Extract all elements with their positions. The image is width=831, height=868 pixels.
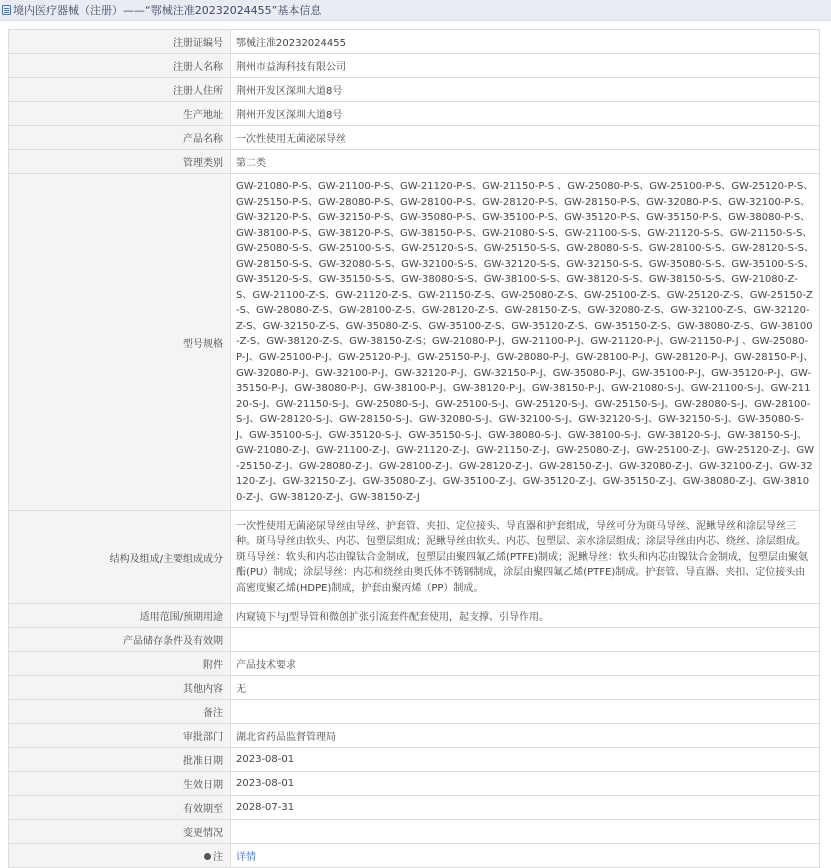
value-reg-no: 鄂械注准20232024455	[231, 30, 820, 54]
value-remark	[231, 700, 820, 724]
label-expiry-date: 有效期至	[9, 796, 231, 820]
value-prod-addr: 荆州开发区深圳大道8号	[231, 102, 820, 126]
detail-table-container	[8, 29, 820, 868]
label-approver: 审批部门	[9, 724, 231, 748]
label-note: 注	[213, 852, 223, 864]
label-category: 管理类别	[9, 150, 231, 174]
value-registrant: 荆州市益海科技有限公司	[231, 54, 820, 78]
row-approver	[9, 724, 820, 748]
label-storage: 产品储存条件及有效期	[9, 628, 231, 652]
details-link[interactable]: 详情	[236, 852, 256, 864]
value-approve-date: 2023-08-01	[231, 748, 820, 772]
row-category	[9, 150, 820, 174]
label-structure: 结构及组成/主要组成成分	[9, 511, 231, 604]
value-effective-date: 2023-08-01	[231, 772, 820, 796]
value-category: 第二类	[231, 150, 820, 174]
row-expiry-date	[9, 796, 820, 820]
row-prod-addr	[9, 102, 820, 126]
value-models: GW-21080-P-S、GW-21100-P-S、GW-21120-P-S、GW-21150-P-S 、GW-25080-P-S、GW-25100-P-S、GW-25120-P-S、GW-25150-P-S、GW-28080-P-S、GW-28100-P-S、GW-28120-P-S、GW-28150-P-S、GW-32080-P-S、GW-32100-P-S、GW-32120-P-S、GW-32150-P-S、GW-35080-P-S、GW-35100-P-S、GW-35120-P-S、GW-35150-P-S、GW-38080-P-S、GW-38100-P-S、GW-38120-P-S、GW-38150-P-S、GW-21080-S-S、GW-21100-S-S、GW-21120-S-S、GW-21150-S-S、GW-25080-S-S、GW-25100-S-S、GW-25120-S-S、GW-25150-S-S、GW-28080-S-S、GW-28100-S-S、GW-28120-S-S、GW-28150-S-S、GW-32080-S-S、GW-32100-S-S、GW-32120-S-S、GW-32150-S-S、GW-35080-S-S、GW-35100-S-S、GW-35120-S-S、GW-35150-S-S、GW-38080-S-S、GW-38100-S-S、GW-38120-S-S、GW-38150-S-S、GW-21080-Z-S、GW-21100-Z-S、GW-21120-Z-S、GW-21150-Z-S、GW-25080-Z-S、GW-25100-Z-S、GW-25120-Z-S、GW-25150-Z-S、GW-28080-Z-S、GW-28100-Z-S、GW-28120-Z-S、GW-28150-Z-S、GW-32080-Z-S、GW-32100-Z-S、GW-32120-Z-S、GW-32150-Z-S、GW-35080-Z-S、GW-35100-Z-S、GW-35120-Z-S、GW-35150-Z-S、GW-38080-Z-S、GW-38100-Z-S、GW-38120-Z-S、GW-38150-Z-S；GW-21080-P-J、GW-21100-P-J、GW-21120-P-J、GW-21150-P-J 、GW-25080-P-J、GW-25100-P-J、GW-25120-P-J、GW-25150-P-J、GW-28080-P-J、GW-28100-P-J、GW-28120-P-J、GW-28150-P-J、GW-32080-P-J、GW-32100-P-J、GW-32120-P-J、GW-32150-P-J、GW-35080-P-J、GW-35100-P-J、GW-35120-P-J、GW-35150-P-J、GW-38080-P-J、GW-38100-P-J、GW-38120-P-J、GW-38150-P-J、GW-21080-S-J、GW-21100-S-J、GW-21120-S-J、GW-21150-S-J、GW-25080-S-J、GW-25100-S-J、GW-25120-S-J、GW-25150-S-J、GW-28080-S-J、GW-28100-S-J、GW-28120-S-J、GW-28150-S-J、GW-32080-S-J、GW-32100-S-J、GW-32120-S-J、GW-32150-S-J、GW-35080-S-J、GW-35100-S-J、GW-35120-S-J、GW-35150-S-J、GW-38080-S-J、GW-38100-S-J、GW-38120-S-J、GW-38150-S-J、GW-21080-Z-J、GW-21100-Z-J、GW-21120-Z-J、GW-21150-Z-J、GW-25080-Z-J、GW-25100-Z-J、GW-25120-Z-J、GW-25150-Z-J、GW-28080-Z-J、GW-28100-Z-J、GW-28120-Z-J、GW-28150-Z-J、GW-32080-Z-J、GW-32100-Z-J、GW-32120-Z-J、GW-32150-Z-J、GW-35080-Z-J、GW-35100-Z-J、GW-35120-Z-J、GW-35150-Z-J、GW-38080-Z-J、GW-38100-Z-J、GW-38120-Z-J、GW-38150-Z-J	[231, 174, 820, 511]
label-registrant: 注册人名称	[9, 54, 231, 78]
value-change	[231, 820, 820, 844]
label-reg-no: 注册证编号	[9, 30, 231, 54]
row-attachment	[9, 652, 820, 676]
detail-table	[8, 29, 820, 868]
label-models: 型号规格	[9, 174, 231, 511]
label-attachment: 附件	[9, 652, 231, 676]
value-reg-addr: 荆州开发区深圳大道8号	[231, 78, 820, 102]
value-storage	[231, 628, 820, 652]
value-attachment: 产品技术要求	[231, 652, 820, 676]
row-note	[9, 844, 820, 868]
row-structure	[9, 511, 820, 604]
value-other: 无	[231, 676, 820, 700]
label-prod-addr: 生产地址	[9, 102, 231, 126]
row-remark	[9, 700, 820, 724]
label-remark: 备注	[9, 700, 231, 724]
value-expiry-date: 2028-07-31	[231, 796, 820, 820]
row-models	[9, 174, 820, 511]
row-effective-date	[9, 772, 820, 796]
value-approver: 湖北省药品监督管理局	[231, 724, 820, 748]
row-reg-addr	[9, 78, 820, 102]
row-approve-date	[9, 748, 820, 772]
row-prod-name	[9, 126, 820, 150]
info-dot-icon	[204, 853, 211, 860]
row-storage	[9, 628, 820, 652]
value-note-cell	[231, 844, 820, 868]
label-scope: 适用范围/预期用途	[9, 604, 231, 628]
value-prod-name: 一次性使用无菌泌尿导丝	[231, 126, 820, 150]
document-icon	[2, 5, 11, 15]
row-scope	[9, 604, 820, 628]
label-other: 其他内容	[9, 676, 231, 700]
row-reg-no	[9, 30, 820, 54]
label-effective-date: 生效日期	[9, 772, 231, 796]
row-other	[9, 676, 820, 700]
page-header	[0, 0, 831, 21]
label-reg-addr: 注册人住所	[9, 78, 231, 102]
value-structure: 一次性使用无菌泌尿导丝由导丝、护套管、夹扣、定位接头、导直器和护套组成，导丝可分为斑马导丝、泥鳅导丝和涂层导丝三种。斑马导丝由软头、内芯、包塑层组成；泥鳅导丝由软头、内芯、包塑层、亲水涂层组成；涂层导丝由内芯、绕丝、涂层组成。斑马导丝：软头和内芯由镍钛合金制成，包塑层由聚四氟乙烯(PTFE)制成；泥鳅导丝：软头和内芯由镍钛合金制成，包塑层由聚氨酯(PU）制成；涂层导丝：内芯和绕丝由奥氏体不锈钢制成，涂层由聚四氟乙烯(PTFE)制成。护套管、导直器、夹扣、定位接头由高密度聚乙烯(HDPE)制成，护套由聚丙烯（PP）制成。	[231, 511, 820, 604]
row-change	[9, 820, 820, 844]
label-prod-name: 产品名称	[9, 126, 231, 150]
value-scope: 内窥镜下与J型导管和微创扩张引流套件配套使用，起支撑、引导作用。	[231, 604, 820, 628]
label-approve-date: 批准日期	[9, 748, 231, 772]
page-title: 境内医疗器械（注册）——“鄂械注准20232024455”基本信息	[13, 4, 322, 17]
label-note-cell	[9, 844, 231, 868]
label-change: 变更情况	[9, 820, 231, 844]
row-registrant	[9, 54, 820, 78]
